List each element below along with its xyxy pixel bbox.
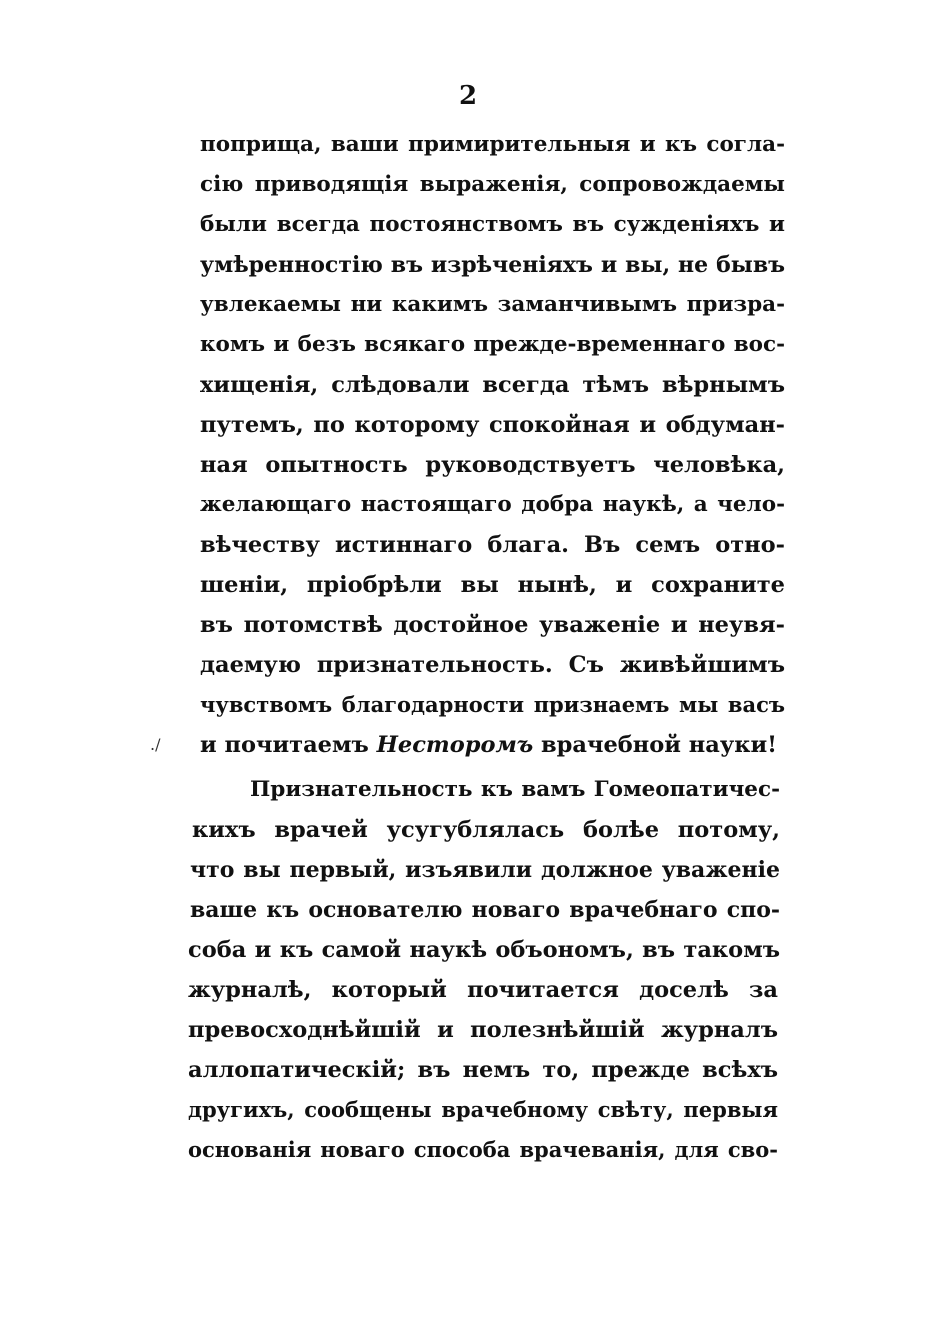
text-line: другихъ, сообщены врачебному свѣту, первыя — [188, 1097, 778, 1122]
text-line: что вы первый, изъявили должное уваженіе — [190, 857, 780, 883]
text-line: умѣренностію въ изрѣченіяхъ и вы, не бывъ — [200, 252, 785, 278]
text-line: были всегда постоянствомъ въ сужденіяхъ и — [200, 212, 785, 237]
text-line: путемъ, по которому спокойная и обдуман- — [200, 412, 785, 438]
text-line: Признательность къ вамъ Гомеопатичес- — [250, 777, 780, 802]
text-line: хищенія, слѣдовали всегда тѣмъ вѣрнымъ — [200, 372, 785, 398]
italic-text: Несторомъ — [376, 732, 534, 758]
text-line: соба и къ самой наукѣ объономъ, въ такомъ — [188, 937, 780, 963]
text-line: желающаго настоящаго добра наукѣ, а чело- — [200, 492, 785, 517]
text-line: ваше къ основателю новаго врачебнаго спо- — [190, 897, 780, 923]
text-line: чувствомъ благодарности признаемъ мы васъ — [200, 692, 785, 717]
text-line: журналѣ, который почитается доселѣ за — [188, 977, 778, 1003]
text-line: увлекаемы ни какимъ заманчивымъ призра- — [200, 292, 785, 317]
text-line: аллопатическій; въ немъ то, прежде всѣхъ — [188, 1057, 778, 1083]
text-line: въ потомствѣ достойное уваженіе и неувя- — [200, 612, 785, 638]
page-number: 2 — [458, 81, 478, 111]
text-line: сію приводящія выраженія, сопровождаемы — [200, 172, 785, 197]
text-line: ная опытность руководствуетъ человѣка, — [200, 452, 785, 478]
text-run: и почитаемъ — [200, 732, 377, 758]
text-line: основанія новаго способа врачеванія, для сво- — [188, 1137, 778, 1162]
text-line: комъ и безъ всякаго прежде-временнаго вос- — [200, 332, 785, 357]
text-line: вѣчеству истиннаго блага. Въ семъ отно- — [200, 532, 785, 558]
text-line: превосходнѣйшій и полезнѣйшій журналъ — [188, 1017, 778, 1043]
text-line: кихъ врачей усугублялась болѣе потому, — [192, 817, 780, 843]
text-line: даемую признательность. Съ живѣйшимъ — [200, 652, 785, 678]
margin-mark: ./ — [150, 735, 161, 754]
text-line: шеніи, пріобрѣли вы нынѣ, и сохраните — [200, 572, 785, 598]
text-run: врачебной науки! — [533, 732, 778, 758]
text-line: поприща, ваши примирительныя и къ согла- — [200, 132, 785, 157]
text-line — [200, 725, 785, 765]
